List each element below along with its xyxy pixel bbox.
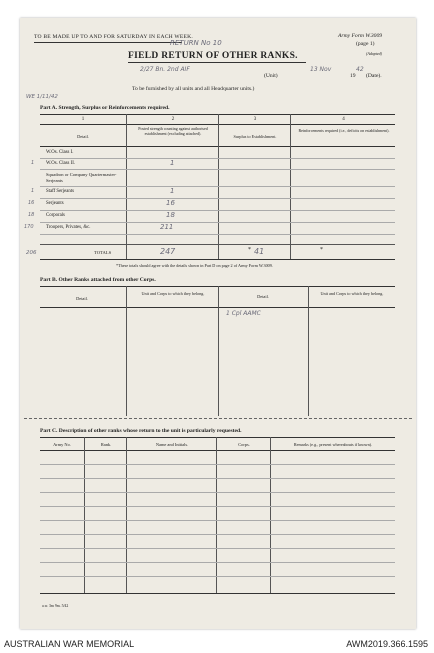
part-c-divider-1 <box>84 437 85 593</box>
form-title: FIELD RETURN OF OTHER RANKS. <box>128 51 298 61</box>
part-c-divider-3 <box>216 437 217 593</box>
year-label: 19 <box>350 73 356 79</box>
row-label-wo1: W.Os. Class I. <box>46 150 74 155</box>
col-number-1: 1 <box>81 117 85 122</box>
row-rule <box>40 234 395 235</box>
margin-corporals: 18 <box>28 212 35 218</box>
part-c-divider-4 <box>270 437 271 593</box>
title-underline <box>128 62 306 63</box>
totals-asterisk: * <box>320 247 323 253</box>
part-b-col-unit-2: Unit and Corps to which they belong. <box>320 291 384 296</box>
part-c-row-rule <box>40 520 395 521</box>
form-number: Army Form W.3009 <box>338 33 383 39</box>
part-c-top-rule <box>40 437 395 438</box>
banner-underline <box>34 42 182 43</box>
row-rule <box>40 210 395 211</box>
banner-text: TO BE MADE UP TO AND FOR SATURDAY IN EACH WEEK. <box>34 34 193 40</box>
part-b-handwritten-entry: 1 Cpl AAMC <box>226 310 261 317</box>
col-head-detail: Detail. <box>77 134 89 139</box>
row-rule <box>40 222 395 223</box>
col-head-strength: Posted strength counting against authorised establishment (excluding attached). <box>138 126 208 136</box>
row-rule <box>40 186 395 187</box>
part-c-row-rule <box>40 534 395 535</box>
part-c-col-name: Name and Initials. <box>155 442 189 447</box>
handwritten-unit: 2/27 Bn. 2nd AIF <box>140 66 190 73</box>
margin-serjeants: 16 <box>28 200 35 206</box>
date-label: (Date). <box>366 73 382 79</box>
col-head-surplus: Surplus to Establishment. <box>233 134 277 139</box>
handwritten-return-number: RETURN No 10 <box>170 39 222 47</box>
part-b-col-detail-2: Detail. <box>257 294 269 299</box>
part-c-title: Part C. Description of other ranks whose return to the unit is particularly requested. <box>40 428 242 434</box>
perforation-line <box>24 418 412 419</box>
part-c-row-rule <box>40 492 395 493</box>
footer-accession-number: AWM2019.366.1595 <box>346 639 428 649</box>
margin-privates: 170 <box>24 224 34 230</box>
strength-privates: 211 <box>160 223 174 231</box>
col-number-3: 3 <box>253 117 257 122</box>
page-number: (page 1) <box>356 41 375 47</box>
part-c-row-rule <box>40 506 395 507</box>
totals-note: *These totals should agree with the details shown in Part D on page 2 of Army Form W.3009. <box>116 263 273 268</box>
row-rule <box>40 198 395 199</box>
margin-staff-sgt: 1 <box>31 188 35 194</box>
totals-asterisk: * <box>248 247 251 253</box>
row-label-corporals: Corporals <box>46 213 65 218</box>
part-b-divider-2 <box>218 286 219 416</box>
row-label-staff-sgt: Staff Serjeants <box>46 189 75 194</box>
unit-label: (Unit) <box>264 73 278 79</box>
part-c-col-army-no: Army No. <box>53 442 71 447</box>
handwritten-margin-note: WE 1/11/42 <box>26 94 58 100</box>
col-number-4: 4 <box>342 117 345 122</box>
totals-reinforcements: 41 <box>254 247 265 256</box>
totals-top-rule <box>40 244 395 245</box>
col-head-reinforcements: Reinforcements required (i.e., deficits on establishment). <box>298 128 390 133</box>
part-a-title: Part A. Strength, Surplus or Reinforcements required. <box>40 105 170 111</box>
form-page <box>20 18 416 629</box>
part-c-bottom-rule <box>40 593 395 594</box>
part-c-row-rule <box>40 562 395 563</box>
strength-serjeants: 16 <box>166 199 175 207</box>
totals-bottom-rule <box>40 259 395 260</box>
part-b-col-unit: Unit and Corps to which they belong. <box>141 291 205 296</box>
part-c-row-rule <box>40 548 395 549</box>
totals-label: TOTALS <box>94 250 112 255</box>
strength-wo2: 1 <box>170 159 175 167</box>
totals-strength: 247 <box>160 247 176 256</box>
part-c-row-rule <box>40 464 395 465</box>
part-b-title: Part B. Other Ranks attached from other Corps. <box>40 277 156 283</box>
row-label-cqms: Squadron or Company Quartermaster-Serjeants <box>46 172 117 183</box>
part-c-col-rank: Rank. <box>100 442 112 447</box>
adapted-label: (Adapted) <box>366 51 382 56</box>
part-c-row-rule <box>40 478 395 479</box>
row-rule <box>40 169 395 170</box>
part-b-col-detail: Detail. <box>76 296 88 301</box>
strength-staff-sgt: 1 <box>170 187 175 195</box>
margin-total: 206 <box>26 250 37 256</box>
strength-corporals: 18 <box>166 211 175 219</box>
row-label-privates: Troopers, Privates, &c. <box>46 225 91 230</box>
print-code: a.w. 3m 9m. 5/42 <box>42 604 69 608</box>
handwritten-date: 13 Nov <box>310 66 332 73</box>
handwritten-year: 42 <box>356 66 364 73</box>
part-b-divider-1 <box>126 286 127 416</box>
part-c-col-corps: Corps. <box>238 442 250 447</box>
part-c-row-rule <box>40 576 395 577</box>
part-b-divider-3 <box>308 286 309 416</box>
part-c-col-remarks: Remarks (e.g., present whereabouts if known). <box>293 442 373 447</box>
furnish-instruction: To be furnished by all units and all Headquarter units.) <box>132 86 255 92</box>
row-label-wo2: W.Os. Class II. <box>46 161 76 166</box>
row-label-serjeants: Serjeants <box>46 201 64 206</box>
margin-wo2: 1 <box>31 160 35 166</box>
footer-institution: AUSTRALIAN WAR MEMORIAL <box>4 639 135 649</box>
col-number-2: 2 <box>171 117 175 122</box>
part-c-divider-2 <box>126 437 127 593</box>
part-c-header-rule <box>40 450 395 451</box>
row-rule <box>40 158 395 159</box>
